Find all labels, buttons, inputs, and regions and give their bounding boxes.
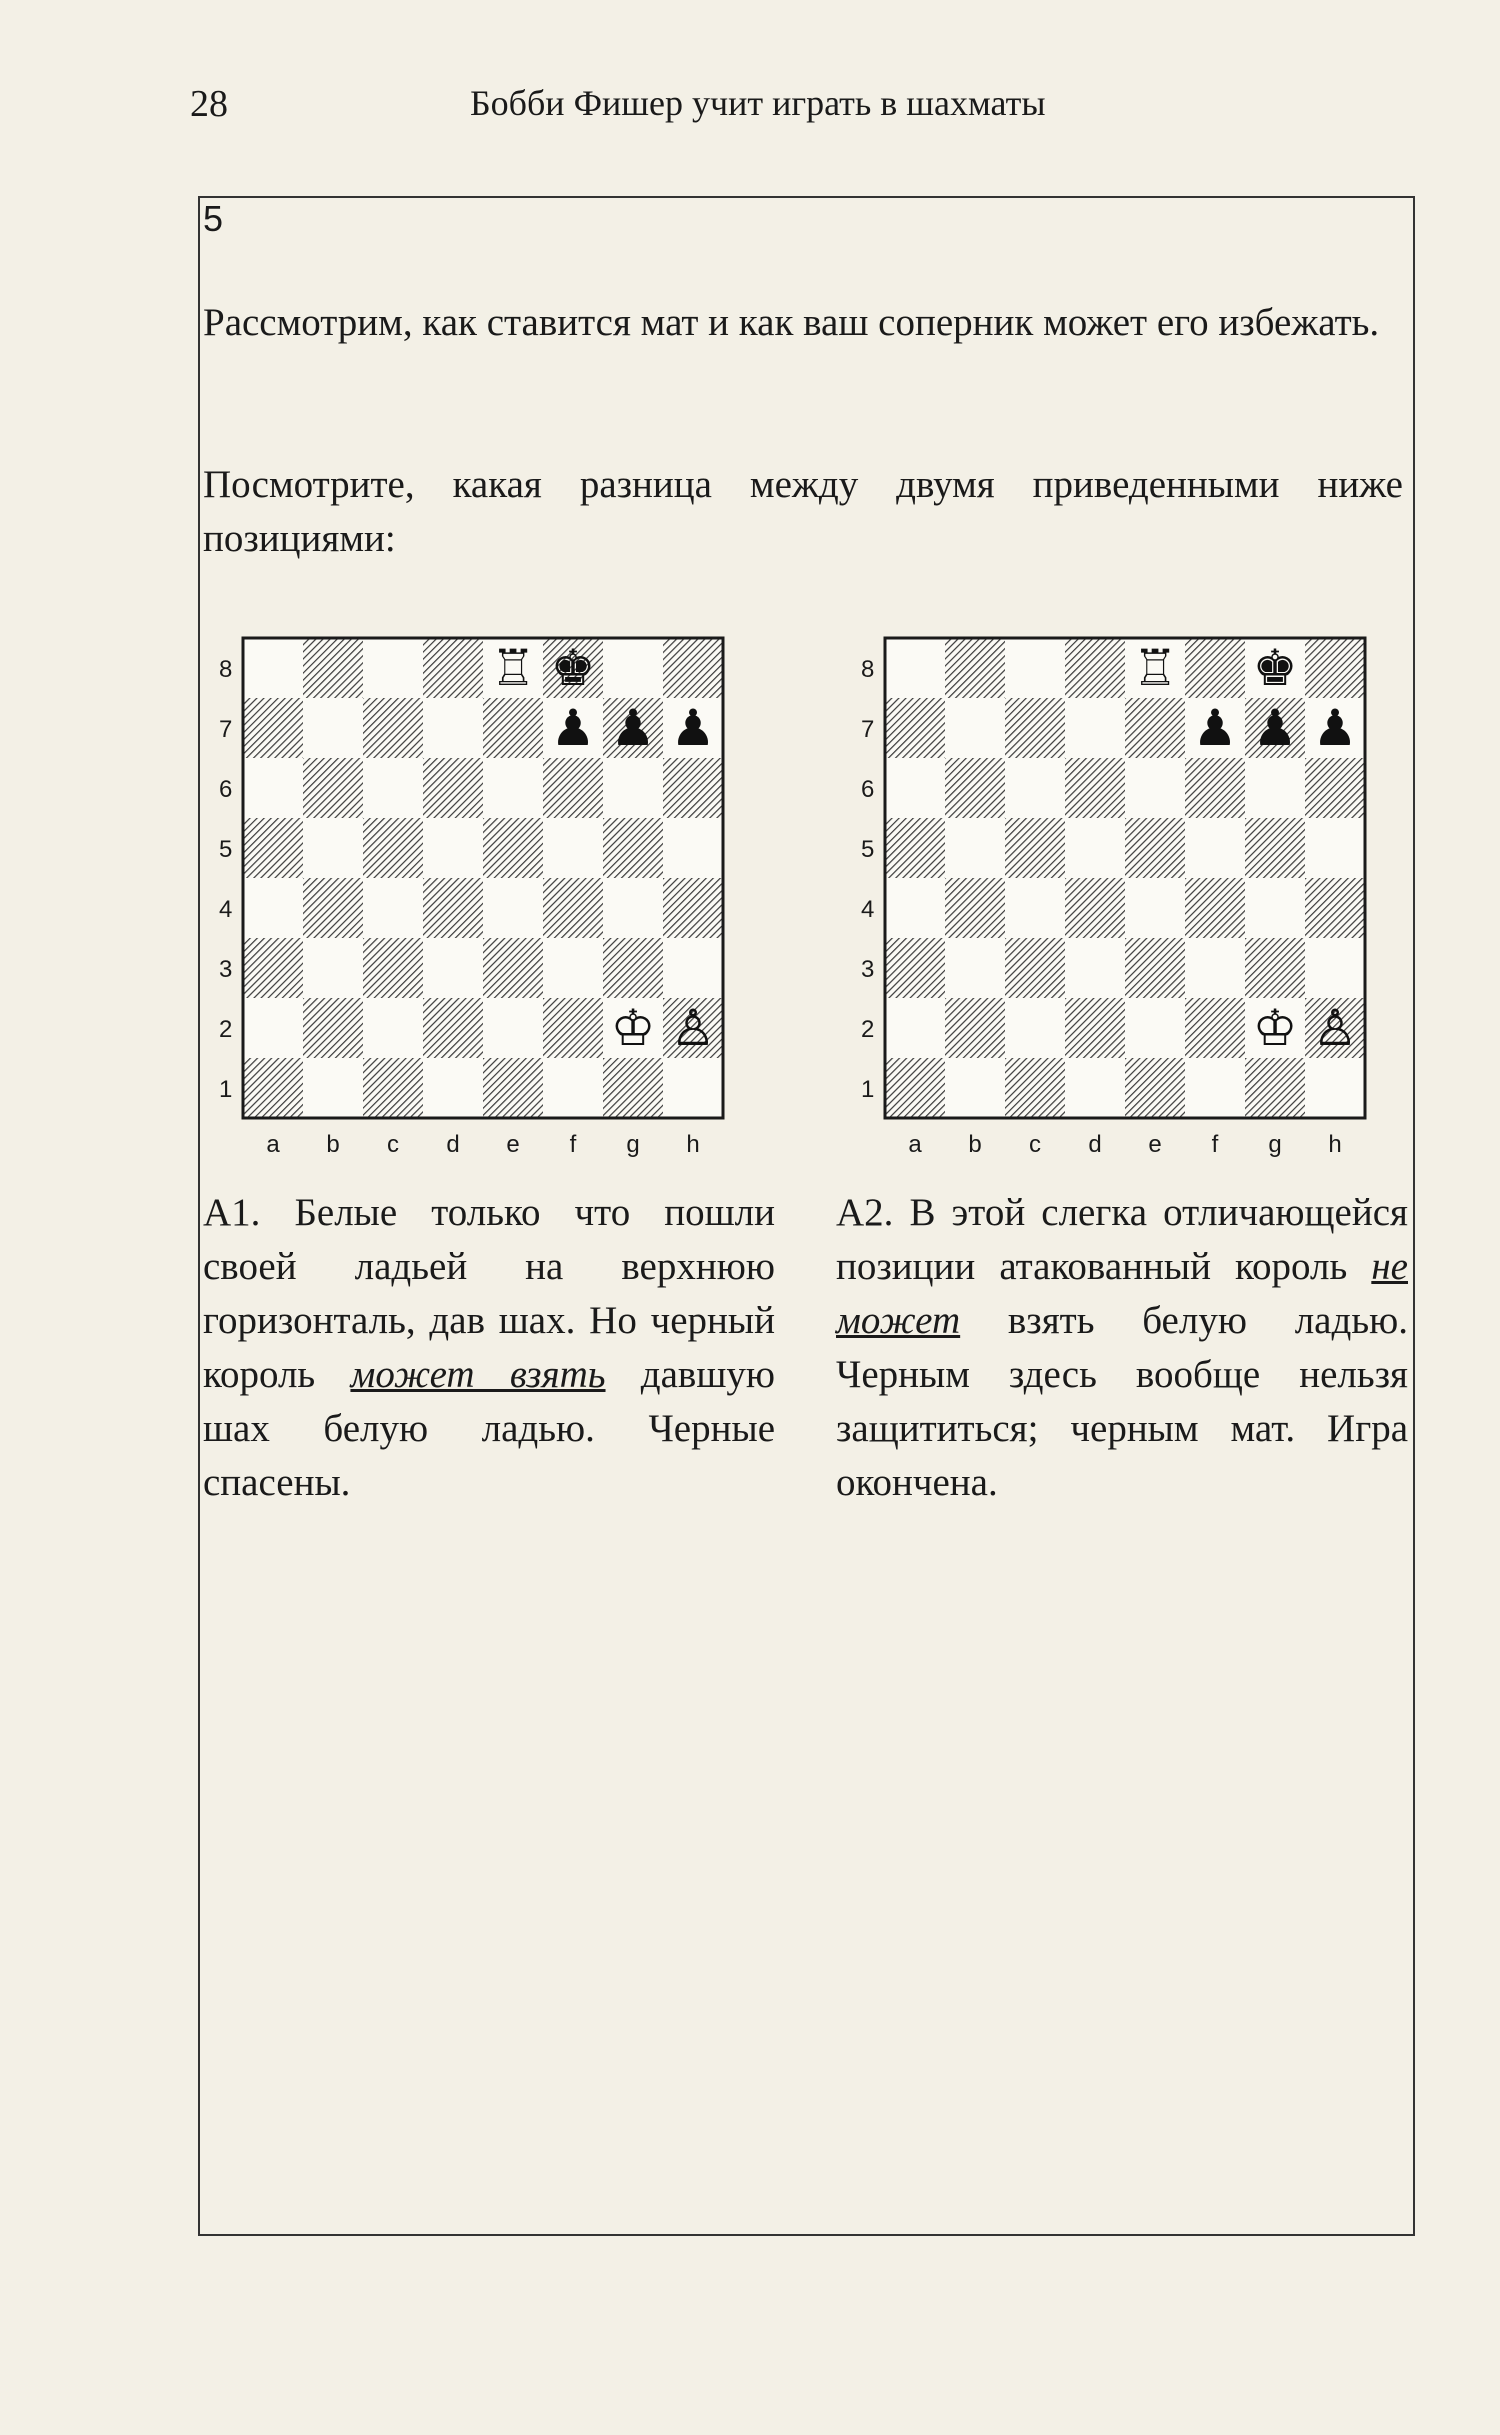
dark-square (1185, 638, 1245, 698)
dark-square (363, 818, 423, 878)
dark-square (483, 818, 543, 878)
caption-a2-text-end: взять белую ладью. Черным здесь вообще нельзя защититься; черным мат. Игра окончена. (836, 1299, 1408, 1504)
file-label: c (1029, 1131, 1041, 1158)
dark-square (543, 758, 603, 818)
black-king-icon: ♚ (550, 639, 596, 697)
dark-square (1245, 1058, 1305, 1118)
file-label: h (686, 1131, 700, 1158)
white-pawn-icon: ♙ (1312, 999, 1358, 1057)
dark-square (363, 698, 423, 758)
dark-square (243, 698, 303, 758)
dark-square (423, 638, 483, 698)
dark-square (603, 1058, 663, 1118)
black-pawn-icon: ♟ (550, 699, 596, 757)
caption-a1-text-end: давшую шах белую ладью. Черные спасены. (203, 1353, 775, 1504)
dark-square (303, 638, 363, 698)
chess-diagram-a2 (847, 636, 1367, 1180)
rank-label: 6 (219, 776, 233, 803)
file-label: d (1088, 1131, 1102, 1158)
dark-square (1305, 638, 1365, 698)
black-pawn-icon: ♟ (1252, 699, 1298, 757)
file-label: e (506, 1131, 520, 1158)
chess-board (847, 636, 1367, 1180)
dark-square (1065, 878, 1125, 938)
dark-square (1305, 878, 1365, 938)
dark-square (1005, 818, 1065, 878)
dark-square (1185, 758, 1245, 818)
dark-square (945, 758, 1005, 818)
dark-square (243, 938, 303, 998)
file-label: g (1268, 1131, 1282, 1158)
dark-square (1245, 938, 1305, 998)
white-king-icon: ♔ (610, 999, 656, 1057)
black-pawn-icon: ♟ (1192, 699, 1238, 757)
file-label: b (968, 1131, 982, 1158)
black-pawn-icon: ♟ (670, 699, 716, 757)
dark-square (1305, 758, 1365, 818)
black-pawn-icon: ♟ (1312, 699, 1358, 757)
dark-square (543, 998, 603, 1058)
white-rook-icon: ♖ (490, 639, 536, 697)
file-label: f (1211, 1131, 1219, 1158)
rank-label: 3 (219, 956, 233, 983)
dark-square (1065, 638, 1125, 698)
intro-paragraph: Рассмотрим, как ставится мат и как ваш соперник может его избежать. (203, 301, 1380, 344)
chess-board (205, 636, 725, 1180)
caption-a1-emphasis: может взять (350, 1353, 606, 1396)
file-label: h (1328, 1131, 1342, 1158)
dark-square (1185, 878, 1245, 938)
rank-label: 1 (219, 1076, 233, 1103)
black-pawn-icon: ♟ (610, 699, 656, 757)
dark-square (945, 638, 1005, 698)
dark-square (1005, 1058, 1065, 1118)
dark-square (363, 938, 423, 998)
running-header: Бобби Фишер учит играть в шахматы (470, 83, 1046, 123)
dark-square (663, 758, 723, 818)
rank-label: 6 (861, 776, 875, 803)
dark-square (1125, 1058, 1185, 1118)
rank-label: 5 (219, 836, 233, 863)
dark-square (423, 758, 483, 818)
caption-a2-emphasis: не может (836, 1245, 1408, 1342)
black-king-icon: ♚ (1252, 639, 1298, 697)
file-label: a (908, 1131, 922, 1158)
page-number: 28 (190, 83, 228, 125)
dark-square (363, 1058, 423, 1118)
file-label: c (387, 1131, 399, 1158)
dark-square (483, 698, 543, 758)
rank-label: 2 (219, 1016, 233, 1043)
dark-square (885, 698, 945, 758)
dark-square (1005, 698, 1065, 758)
dark-square (1065, 758, 1125, 818)
file-label: b (326, 1131, 340, 1158)
dark-square (663, 878, 723, 938)
rank-label: 1 (861, 1076, 875, 1103)
rank-label: 4 (219, 896, 233, 923)
dark-square (243, 818, 303, 878)
file-label: g (626, 1131, 640, 1158)
dark-square (303, 878, 363, 938)
dark-square (243, 1058, 303, 1118)
dark-square (483, 1058, 543, 1118)
dark-square (885, 1058, 945, 1118)
dark-square (1005, 938, 1065, 998)
section-number: 5 (203, 198, 224, 239)
caption-a2-text: А2. В этой слегка отличающейся позиции атакованный король (836, 1191, 1408, 1288)
file-label: d (446, 1131, 460, 1158)
rank-label: 8 (219, 656, 233, 683)
rank-label: 7 (219, 716, 233, 743)
file-label: f (569, 1131, 577, 1158)
rank-label: 8 (861, 656, 875, 683)
caption-a1-text: А1. Белые только что пошли своей ладьей на верхнюю горизонталь, дав шах. Но черный король (203, 1191, 775, 1396)
rank-label: 5 (861, 836, 875, 863)
dark-square (1125, 698, 1185, 758)
dark-square (1185, 998, 1245, 1058)
file-label: e (1148, 1131, 1162, 1158)
dark-square (945, 998, 1005, 1058)
rank-label: 3 (861, 956, 875, 983)
dark-square (603, 818, 663, 878)
caption-a2 (836, 1186, 1408, 1510)
comparison-paragraph: Посмотрите, какая разница между двумя приведенными ниже позициями: (203, 463, 1403, 560)
dark-square (423, 998, 483, 1058)
dark-square (1125, 818, 1185, 878)
rank-label: 4 (861, 896, 875, 923)
dark-square (1065, 998, 1125, 1058)
white-pawn-icon: ♙ (670, 999, 716, 1057)
rank-label: 2 (861, 1016, 875, 1043)
dark-square (1125, 938, 1185, 998)
white-king-icon: ♔ (1252, 999, 1298, 1057)
dark-square (543, 878, 603, 938)
file-label: a (266, 1131, 280, 1158)
dark-square (303, 998, 363, 1058)
dark-square (885, 938, 945, 998)
dark-square (885, 818, 945, 878)
dark-square (483, 938, 543, 998)
rank-label: 7 (861, 716, 875, 743)
dark-square (423, 878, 483, 938)
dark-square (945, 878, 1005, 938)
dark-square (603, 938, 663, 998)
caption-a1 (203, 1186, 775, 1510)
dark-square (1245, 818, 1305, 878)
white-rook-icon: ♖ (1132, 639, 1178, 697)
dark-square (663, 638, 723, 698)
chess-diagram-a1 (205, 636, 725, 1180)
dark-square (303, 758, 363, 818)
